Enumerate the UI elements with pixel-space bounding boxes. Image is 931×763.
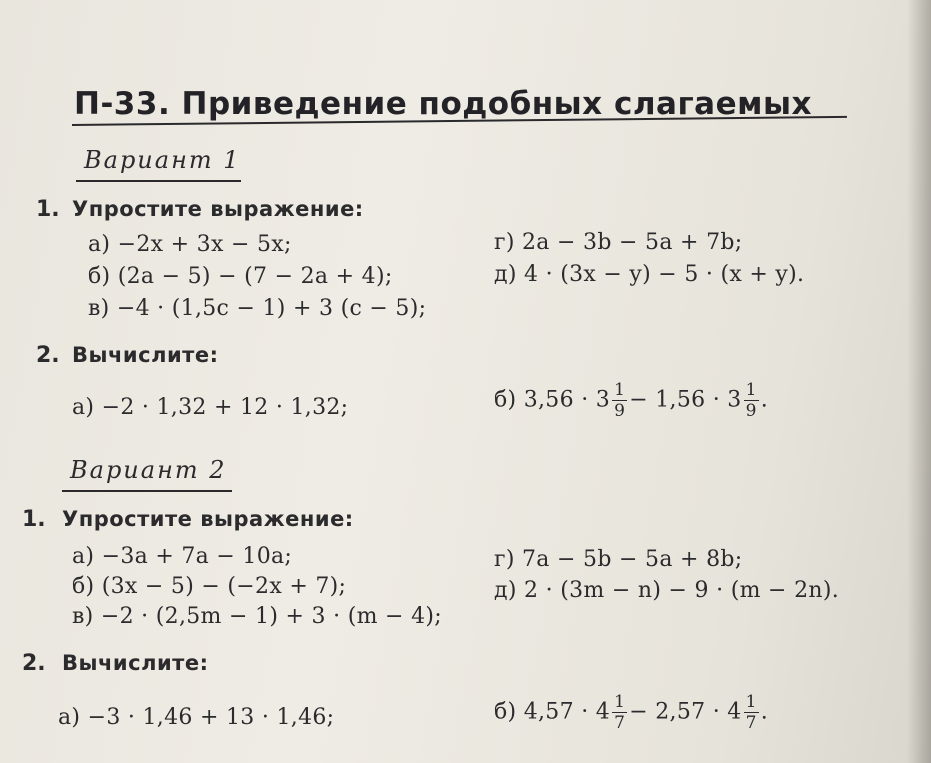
v1-task2-b-prefix: б) 3,56 · 3 (494, 387, 611, 413)
v1-task2-b-middle: − 1,56 · 3 (629, 387, 742, 413)
v1-task2-b-fraction-2 (744, 380, 759, 421)
v2-task2-b-fraction-1 (612, 692, 627, 733)
v1-task2-b-fraction-1 (612, 380, 627, 421)
v2-task1-number: 1. (22, 507, 46, 532)
v2-task2-b-middle: − 2,57 · 4 (629, 699, 742, 725)
v2-task1-item-d: д) 2 · (3m − n) − 9 · (m − 2n). (494, 578, 840, 603)
v2-task1-text: Упростите выражение: (62, 507, 354, 531)
fraction-numerator: 1 (745, 380, 757, 400)
v2-task2-b-prefix: б) 4,57 · 4 (494, 699, 611, 725)
v2-task2-item-a: а) −3 · 1,46 + 13 · 1,46; (58, 705, 335, 730)
fraction-numerator: 1 (614, 380, 626, 400)
v2-task2-b-fraction-2 (744, 692, 759, 733)
v2-task1-item-b: б) (3x − 5) − (−2x + 7); (72, 574, 347, 599)
v1-task1-item-b: б) (2a − 5) − (7 − 2a + 4); (88, 264, 393, 289)
v1-task1-text: Упростите выражение: (72, 197, 364, 221)
fraction-numerator: 1 (614, 692, 626, 712)
v2-task2-item-b (494, 692, 768, 733)
variant-1-label: Вариант 1 (84, 146, 241, 174)
v1-task1-item-a: а) −2x + 3x − 5x; (88, 232, 292, 257)
v1-task2-text: Вычислите: (72, 343, 219, 367)
variant-1-underline (76, 180, 241, 182)
v1-task1-item-g: г) 2a − 3b − 5a + 7b; (494, 230, 743, 255)
fraction-numerator: 1 (745, 692, 757, 712)
v2-task2-number: 2. (22, 651, 46, 676)
v1-task2-b-end: . (760, 387, 769, 413)
v2-task1-item-v: в) −2 · (2,5m − 1) + 3 · (m − 4); (72, 604, 442, 629)
v1-task2-item-b (494, 380, 768, 421)
v1-task1-item-d: д) 4 · (3x − y) − 5 · (x + y). (494, 262, 805, 287)
fraction-denominator: 9 (614, 401, 626, 421)
v1-task2-number: 2. (36, 343, 60, 368)
v1-task1-item-v: в) −4 · (1,5c − 1) + 3 (c − 5); (88, 296, 427, 321)
page-title: П-33. Приведение подобных слагаемых (74, 86, 812, 122)
v2-task1-item-g: г) 7a − 5b − 5a + 8b; (494, 547, 743, 572)
variant-2-underline (62, 490, 232, 492)
v2-task1-item-a: а) −3a + 7a − 10a; (72, 544, 293, 569)
v2-task2-b-end: . (760, 699, 769, 725)
v2-task2-text: Вычислите: (62, 651, 209, 675)
fraction-denominator: 7 (614, 713, 626, 733)
fraction-denominator: 7 (745, 713, 757, 733)
v1-task2-item-a: а) −2 · 1,32 + 12 · 1,32; (72, 395, 349, 420)
fraction-denominator: 9 (745, 401, 757, 421)
variant-2-label: Вариант 2 (70, 456, 227, 484)
page-edge-shadow (907, 0, 931, 763)
v1-task1-number: 1. (36, 197, 60, 222)
